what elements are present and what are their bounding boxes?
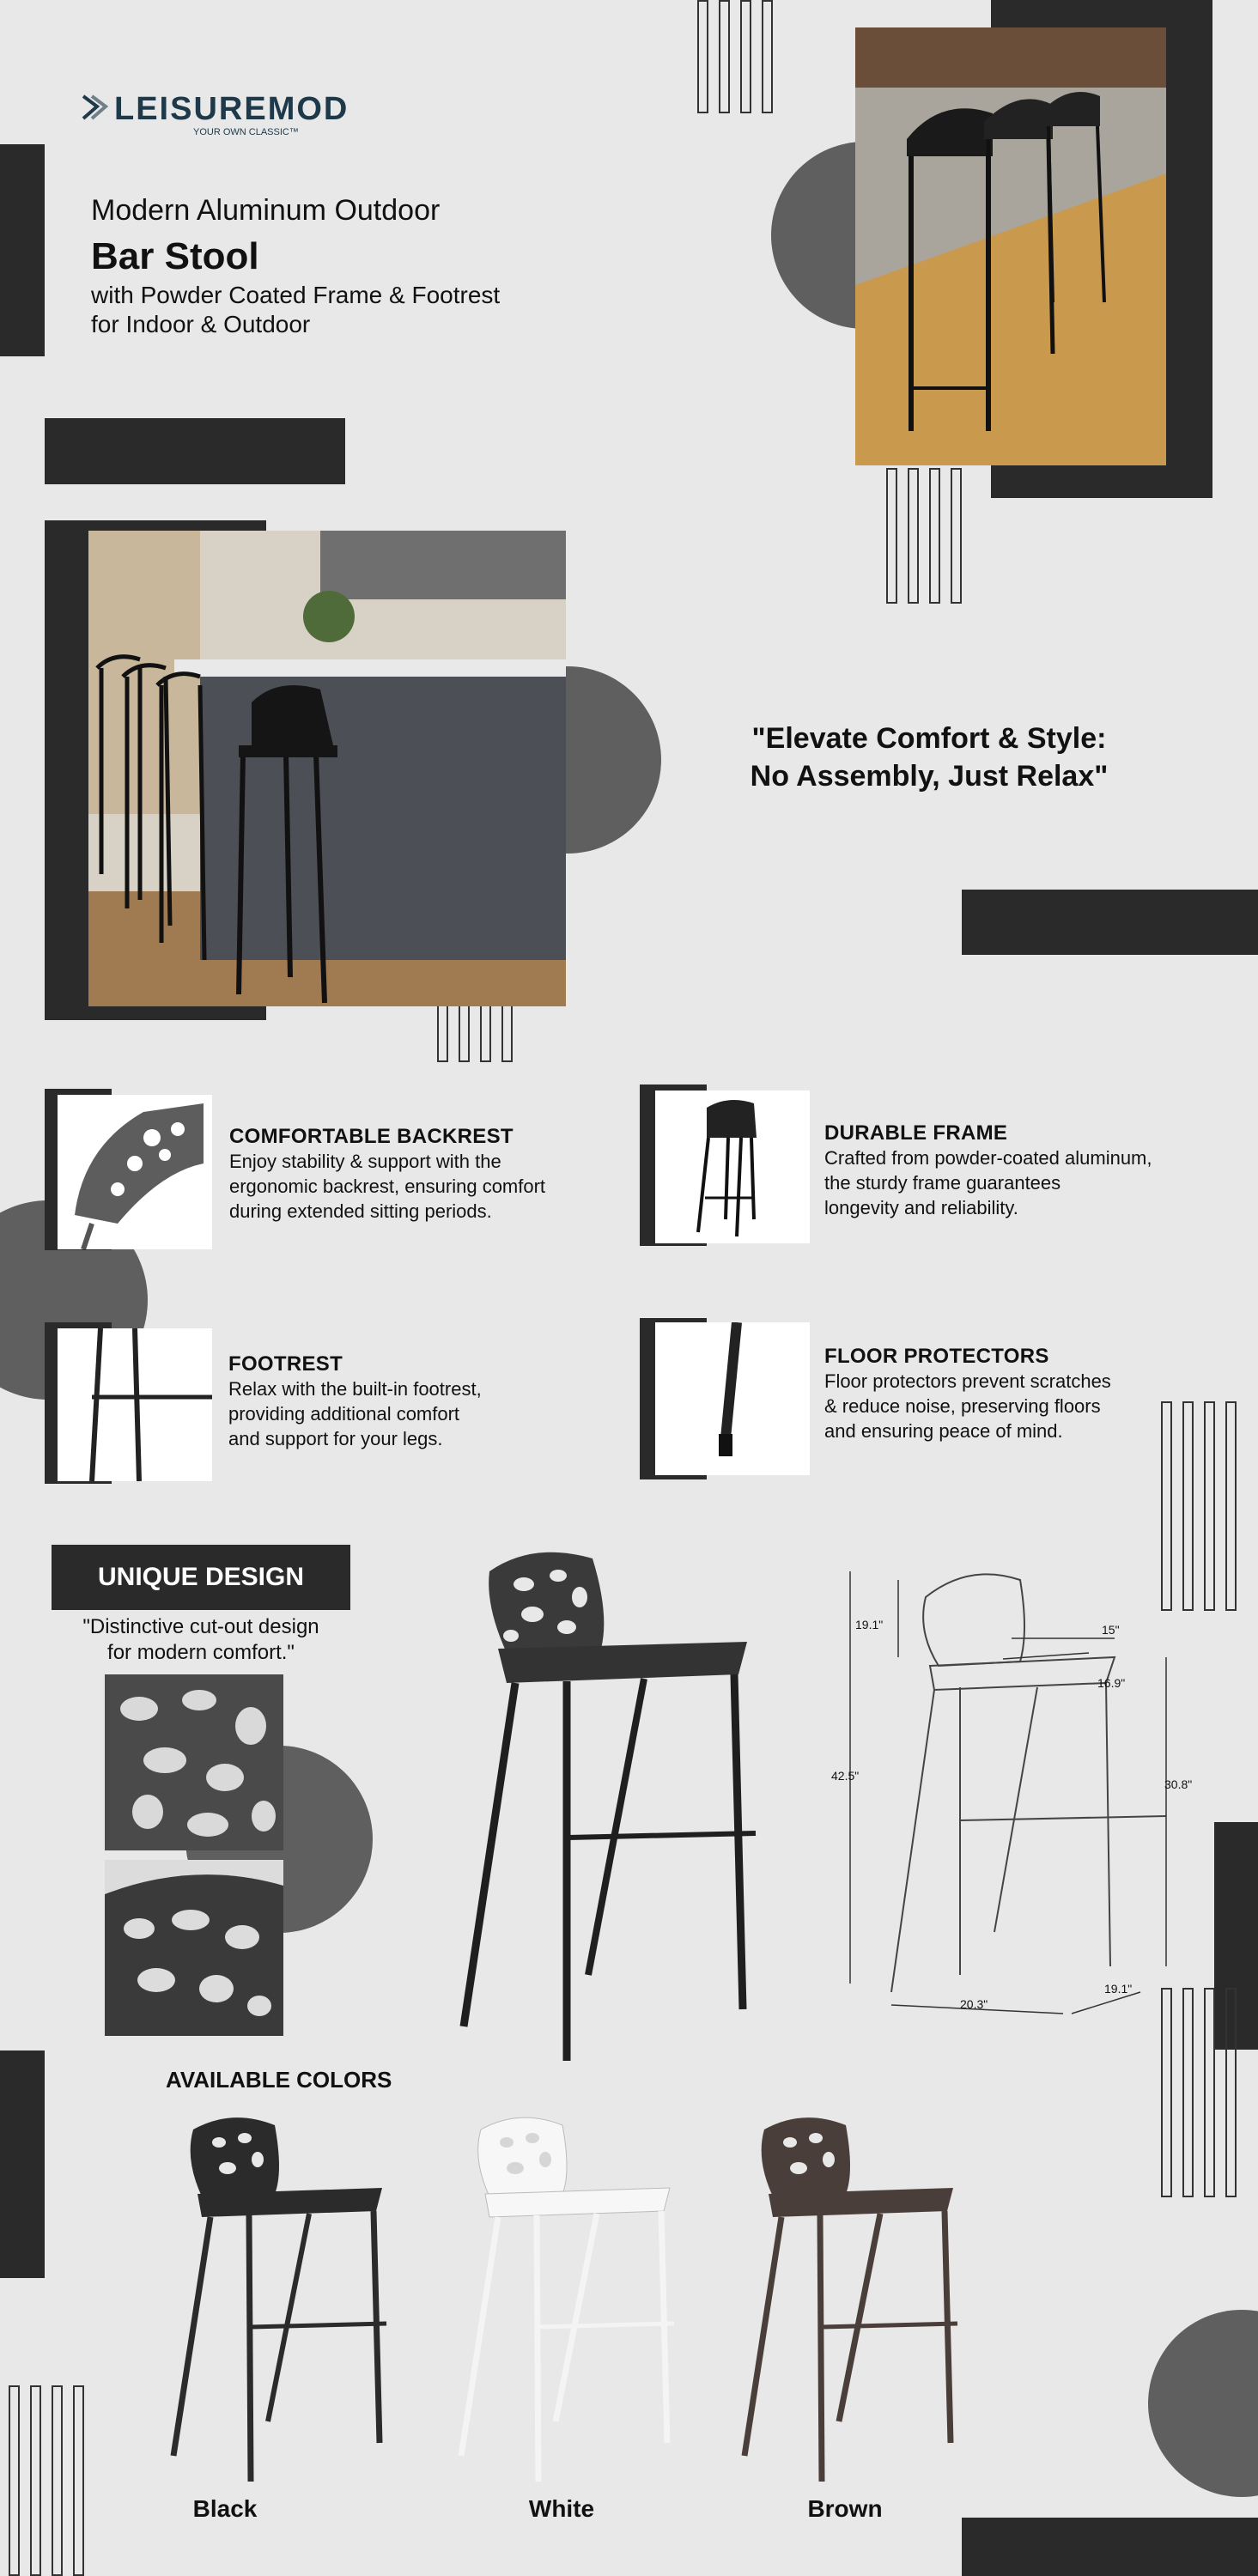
feature-text: Relax with the built-in footrest, [228,1378,482,1400]
feature-text: providing additional comfort [228,1403,460,1425]
dim-seat-width: 15" [1102,1623,1120,1637]
deco-lines-bottom-left [9,2385,84,2576]
color-label-white: White [528,2495,595,2522]
feature-text: Floor protectors prevent scratches [824,1370,1111,1392]
brand-tagline: YOUR OWN CLASSIC™ [193,127,299,137]
feature-title: DURABLE FRAME [824,1121,1008,1145]
header-title: Bar Stool [91,235,259,277]
dim-seat-depth: 16.9" [1097,1676,1126,1690]
header-line3: with Powder Coated Frame & Footrest [91,282,501,308]
unique-design-label: UNIQUE DESIGN [97,1563,305,1591]
photo-kitchen-island [88,531,566,1006]
tagline-quote [706,720,1152,795]
header-line1: Modern Aluminum Outdoor [91,194,441,227]
quote-line2: No Assembly, Just Relax" [750,760,1109,793]
feature-thumb-footrest [58,1328,212,1481]
deco-bar-under-title [45,418,345,484]
dim-total-height: 42.5" [831,1769,860,1783]
color-swatch-brown [726,2112,975,2490]
caption-line1: "Distinctive cut-out design [82,1615,319,1638]
deco-bar-bottom-right [962,2518,1258,2576]
deco-bar-right-mid [962,890,1258,955]
unique-design-caption [52,1614,350,1666]
feature-thumb-backrest [58,1095,212,1249]
feature-text: during extended sitting periods. [229,1200,492,1222]
unique-design-badge [52,1545,350,1610]
color-swatch-black [155,2112,404,2490]
deco-lines-top [697,0,773,113]
colors-heading: AVAILABLE COLORS [166,2067,392,2093]
feature-text: and support for your legs. [228,1428,443,1449]
dim-back-height: 19.1" [855,1618,884,1631]
detail-closeup-bottom [105,1860,283,2036]
header-line4: for Indoor & Outdoor [91,311,311,337]
deco-circle-bottom-right [1148,2310,1258,2497]
feature-text: the sturdy frame guarantees [824,1172,1061,1194]
feature-text: and ensuring peace of mind. [824,1420,1063,1442]
deco-lines-kitchen [437,1005,513,1062]
feature-thumb-floor-protectors [655,1322,810,1475]
feature-floor-protectors [824,1345,1237,1443]
dimension-drawing [831,1546,1192,2035]
dim-base-depth: 19.1" [1104,1982,1133,1996]
feature-text: Enjoy stability & support with the [229,1151,501,1172]
product-stool-large [438,1546,764,2078]
brand-logo [82,91,391,143]
deco-left-bar-bottom [0,2050,45,2278]
feature-thumb-frame [655,1091,810,1243]
deco-lines-under-photo [886,468,962,604]
feature-text: & reduce noise, preserving floors [824,1395,1101,1417]
color-label-brown: Brown [807,2495,883,2522]
feature-text: ergonomic backrest, ensuring comfort [229,1176,546,1197]
feature-text: Crafted from powder-coated aluminum, [824,1147,1152,1169]
dim-base-width: 20.3" [960,1997,988,2011]
brand-mark-icon [82,94,111,120]
feature-footrest [228,1352,623,1451]
feature-title: FOOTREST [228,1352,343,1376]
feature-title: FLOOR PROTECTORS [824,1345,1049,1368]
brand-name: LEISUREMOD [114,91,349,127]
color-swatch-white [442,2112,691,2490]
feature-backrest [229,1125,624,1224]
caption-line2: for modern comfort." [107,1641,295,1664]
quote-line1: "Elevate Comfort & Style: [751,722,1107,755]
feature-text: longevity and reliability. [824,1197,1018,1218]
detail-closeup-top [105,1674,283,1850]
photo-outdoor-stools [855,27,1166,465]
feature-title: COMFORTABLE BACKREST [229,1125,514,1148]
feature-durable-frame [824,1121,1237,1220]
color-label-black: Black [192,2495,258,2522]
dim-seat-height: 30.8" [1164,1777,1193,1791]
deco-left-bar-top [0,144,45,356]
